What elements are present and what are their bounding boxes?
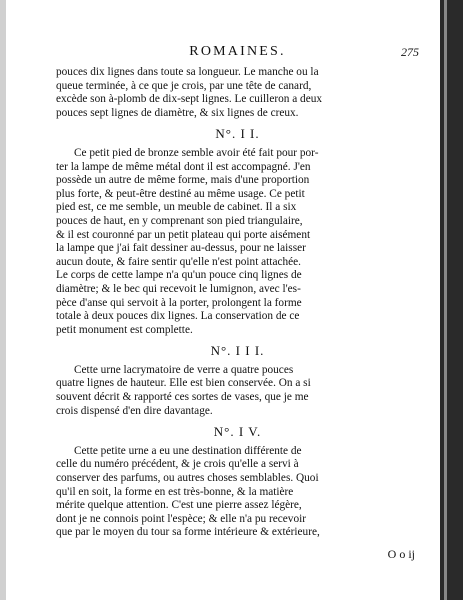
text-line: queue terminée, à ce que je crois, par une tête de canard, [56,79,312,92]
text-line: pouces sept lignes de diamètre, & six lignes de creux. [56,106,299,119]
paragraph [56,445,419,540]
text-line: Cette urne lacrymatoire de verre a quatre pouces [74,363,294,376]
text-line: dont je ne connois point l'espèce; & elle n'a pu recevoir [56,512,307,525]
section-heading: N°. I I. [215,126,260,142]
section-no-4 [56,425,419,540]
printer-signature: O o ij [387,547,415,561]
paragraph [56,66,419,120]
text-line: diamètre; & le bec qui recevoit le lumignon, avec l'es- [56,282,301,295]
text-line: conserver des parfums, ou autres choses semblables. Quoi [56,472,319,485]
text-line: & il est couronné par un petit plateau qui porte aisément [56,228,311,241]
section-no-3 [56,344,419,418]
text-line: la lampe que j'ai fait dessiner au-dessus, pour ne laisser [56,242,306,255]
text-line: que par le moyen du tour sa forme intérieure & extérieure, [56,526,320,539]
book-page [56,44,419,564]
scan-border-highlight [444,0,447,600]
text-line: Cette petite urne a eu une destination différente de [74,444,302,457]
text-line: Ce petit pied de bronze semble avoir été fait pour por- [74,146,319,159]
section-continuation [56,66,419,120]
section-heading: N°. I V. [213,424,262,440]
text-line: quatre lignes de hauteur. Elle est bien conservée. On a si [56,377,311,390]
text-line: crois dispensé d'en dire davantage. [56,404,213,417]
text-line: totale à deux pouces dix lignes. La conservation de ce [56,310,300,323]
paragraph [56,364,419,418]
text-line: pèce d'anse qui servoit à la porter, prolongent la forme [56,296,302,309]
text-line: mérite quelque attention. C'est une pierre assez légère, [56,499,302,512]
text-line: pied est, ce me semble, un meuble de cabinet. Il a six [56,201,297,214]
text-line: aucun doute, & faire sentir qu'elle n'est point attachée. [56,255,301,268]
text-line: pouces de haut, en y comprenant son pied triangulaire, [56,214,303,227]
text-line: celle du numéro précédent, & je crois qu'elle a servi à [56,458,299,471]
page-number: 275 [401,45,419,59]
text-line: petit monument est complette. [56,323,193,336]
text-line: souvent décrit & rapporté ces sortes de vases, que je me [56,391,309,404]
text-line: plus forte, & peut-être destiné au même usage. Ce petit [56,187,305,200]
scan-border-left [0,0,6,600]
paragraph [56,147,419,337]
text-line: pouces dix lignes dans toute sa longueur. Le manche ou la [56,66,319,78]
text-line: ter la lampe de même métal dont il est accompagné. J'en [56,160,311,173]
running-head [56,44,419,66]
scan-border-right [440,0,463,600]
section-heading: N°. I I I. [210,343,265,359]
text-line: possède un autre de même forme, mais d'une proportion [56,174,310,187]
text-line: excède son à-plomb de dix-sept lignes. Le cuilleron a deux [56,93,323,106]
running-title: ROMAINES. [189,44,286,59]
text-line: qu'il en soit, la forme en est très-bonne, & la matière [56,485,294,498]
section-no-2 [56,127,419,337]
text-line: Le corps de cette lampe n'a qu'un pouce cinq lignes de [56,269,302,282]
